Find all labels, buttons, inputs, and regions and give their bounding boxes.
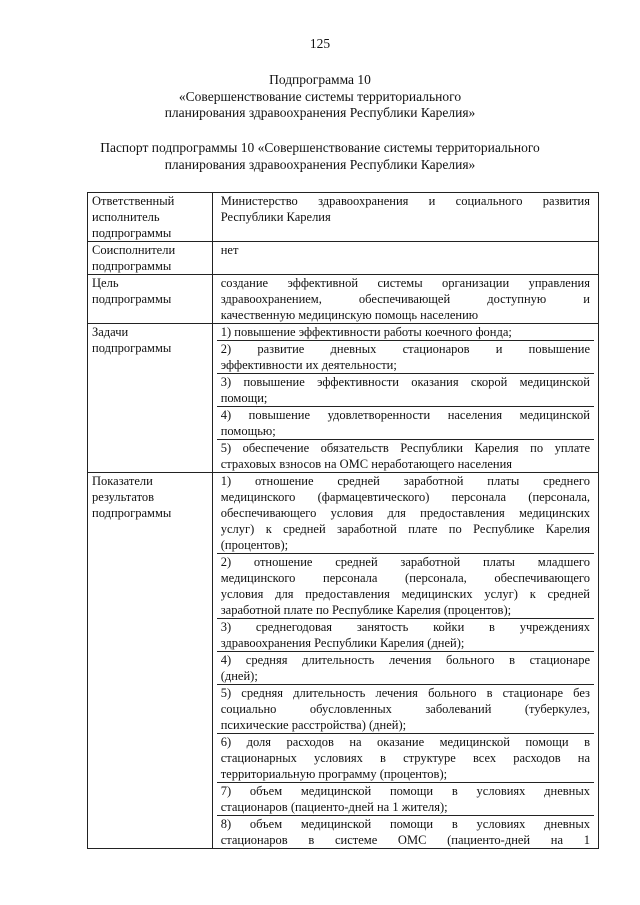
value-line: здравоохранения Республики Карелия (дней); [220, 636, 465, 650]
subprogram-heading-line: планирования здравоохранения Республики Карелия» [164, 105, 476, 120]
value-line: стационаров (пациенто-дней на 1 жителя); [220, 800, 448, 814]
row-label-cell [88, 275, 213, 324]
value-line: психические расстройства) (дней); [220, 718, 407, 732]
passport-heading-line: планирования здравоохранения Республики Карелия» [164, 156, 476, 172]
value-line: эффективности их деятельности; [220, 358, 397, 372]
value-line: медицинского (фармацевтического) персонала (персонала, [220, 490, 590, 504]
value-line: 7) объем медицинской помощи в условиях дневных [220, 784, 590, 798]
value-item [217, 275, 594, 323]
row-label-line: подпрограммы [92, 226, 172, 240]
table-row [88, 324, 599, 473]
row-value-cell [212, 473, 598, 849]
value-line: 5) обеспечение обязательств Республики Карелия по уплате [220, 441, 590, 455]
row-label-cell [88, 473, 213, 849]
value-item [217, 406, 594, 439]
value-item [217, 324, 594, 340]
value-line: обеспечивающего условия для предоставления медицинских [220, 506, 590, 520]
value-line: заработной плате по Республике Карелия (процентов); [220, 603, 512, 617]
value-line: 2) развитие дневных стационаров и повышение [220, 342, 590, 356]
value-line: (дней); [220, 669, 258, 683]
value-line: территориальную программу (процентов); [220, 767, 448, 781]
value-line: 1) повышение эффективности работы коечного фонда; [220, 325, 512, 339]
value-line: 4) средняя длительность лечения больного в стационаре [220, 653, 590, 667]
row-label-cell [88, 193, 213, 242]
value-line: социально обусловленных заболеваний (туберкулез, [220, 702, 590, 716]
value-line: помощи; [220, 391, 268, 405]
value-line: 1) отношение средней заработной платы среднего [220, 474, 590, 488]
value-item [217, 439, 594, 472]
passport-table [87, 192, 599, 849]
value-line: 3) среднегодовая занятость койки в учреждениях [220, 620, 590, 634]
value-line: стационаров в системе ОМС (пациенто-дней на 1 [220, 833, 590, 847]
value-line: условия для предоставления медицинских услуг) к средней [220, 587, 590, 601]
table-row [88, 193, 599, 242]
value-line: услуг) к средней заработной плате по Республике Карелия [220, 522, 590, 536]
value-line: нет [220, 243, 239, 257]
value-line: (процентов); [220, 538, 289, 552]
value-line: страховых взносов на ОМС неработающего населения [220, 457, 513, 471]
value-line: Министерство здравоохранения и социального развития [220, 194, 590, 208]
value-line: 4) повышение удовлетворенности населения медицинской [220, 408, 590, 422]
row-label-line: подпрограммы [92, 259, 172, 273]
value-item [217, 242, 594, 258]
subprogram-heading-line: Подпрограмма 10 [269, 72, 371, 87]
row-label-line: подпрограммы [92, 292, 172, 306]
value-item [217, 782, 594, 815]
row-label-cell [88, 324, 213, 473]
subprogram-heading [0, 72, 640, 122]
passport-heading-line: Паспорт подпрограммы 10 «Совершенствование системы территориального [100, 140, 540, 155]
value-line: здравоохранением, обеспечивающей доступную и [220, 292, 590, 306]
row-label-line: Показатели [92, 474, 153, 488]
row-value-cell [212, 275, 598, 324]
value-item [217, 340, 594, 373]
value-item [217, 553, 594, 618]
value-line: помощью; [220, 424, 276, 438]
value-item [217, 684, 594, 733]
row-value-cell [212, 193, 598, 242]
value-line: 3) повышение эффективности оказания скорой медицинской [220, 375, 590, 389]
page-number: 125 [309, 36, 331, 51]
value-line: 2) отношение средней заработной платы младшего [220, 555, 590, 569]
value-line: создание эффективной системы организации управления [220, 276, 590, 290]
value-line: стационарных условиях в структуре всех расходов на [220, 751, 590, 765]
table-row [88, 275, 599, 324]
row-value-cell [212, 324, 598, 473]
passport-table-body [88, 193, 599, 849]
row-label-cell [88, 242, 213, 275]
value-item [217, 193, 594, 225]
value-item [217, 618, 594, 651]
subprogram-heading-line: «Совершенствование системы территориального [178, 88, 462, 104]
value-item [217, 733, 594, 782]
row-label-line: подпрограммы [92, 341, 172, 355]
passport-heading [0, 140, 640, 173]
row-value-cell [212, 242, 598, 275]
value-item [217, 815, 594, 848]
value-line: 6) доля расходов на оказание медицинской помощи в [220, 735, 590, 749]
row-label-line: подпрограммы [92, 506, 172, 520]
row-label-line: исполнитель [92, 210, 160, 224]
value-item [217, 473, 594, 553]
row-label-line: Задачи [92, 325, 129, 339]
value-item [217, 373, 594, 406]
table-row [88, 473, 599, 849]
row-label-line: результатов [92, 490, 155, 504]
row-label-line: Цель [92, 276, 119, 290]
value-line: 8) объем медицинской помощи в условиях дневных [220, 817, 590, 831]
value-line: качественную медицинскую помощь населению [220, 308, 479, 322]
table-row [88, 242, 599, 275]
row-label-line: Соисполнители [92, 243, 176, 257]
value-line: 5) средняя длительность лечения больного в стационаре без [220, 686, 590, 700]
value-line: Республики Карелия [220, 210, 331, 224]
row-label-line: Ответственный [92, 194, 175, 208]
value-item [217, 651, 594, 684]
value-line: медицинского персонала (персонала, обеспечивающего [220, 571, 590, 585]
